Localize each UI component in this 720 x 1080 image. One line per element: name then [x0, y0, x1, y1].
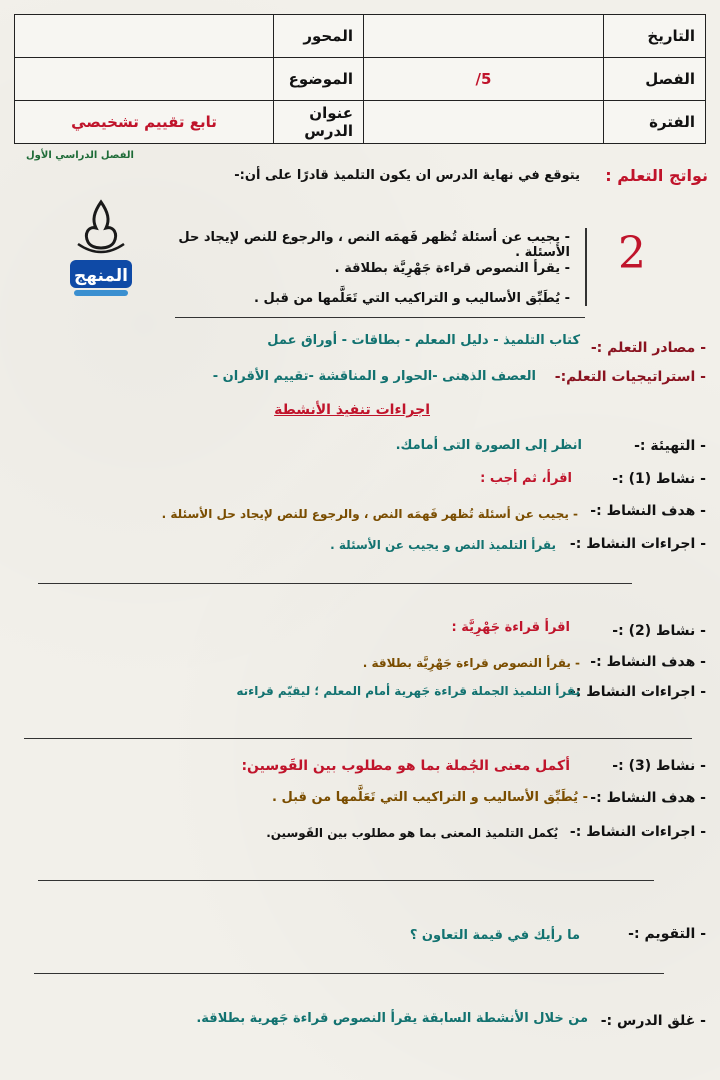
- activity1-proc-label: - اجراءات النشاط :-: [569, 536, 706, 552]
- activity1-title: اقرأ، ثم أجب :: [480, 471, 572, 486]
- strategies-label: - استراتيجيات التعلم:-: [554, 369, 706, 385]
- activity2-goal: - يقرأ النصوص قراءة جَهْرِيَّة بطلاقة .: [362, 656, 580, 670]
- class-label: الفصل: [604, 58, 706, 101]
- outcome-item-2: - يقرأ النصوص قراءة جَهْرِيَّة بطلاقة .: [334, 261, 570, 276]
- outcomes-divider: [585, 228, 587, 306]
- period-value: [364, 101, 604, 144]
- sources-label: - مصادر التعلم :-: [590, 340, 706, 356]
- warmup-value: انظر إلى الصورة التى أمامك.: [395, 438, 582, 453]
- header-table: [14, 14, 706, 144]
- activity2-divider: [24, 738, 692, 739]
- outcomes-intro: يتوقع في نهاية الدرس ان يكون التلميذ قادرًا على أن:-: [234, 168, 580, 183]
- closing-value: من خلال الأنشطة السابقة يقرأ النصوص قراءة جَهرية بطلاقة.: [196, 1011, 588, 1026]
- activity1-goal-label: - هدف النشاط :-: [590, 503, 706, 519]
- warmup-label: - التهيئة :-: [634, 438, 706, 454]
- outcome-item-1: - يجيب عن أسئلة تُظهر فَهمَه النص ، والرجوع للنص لإيجاد حل الأسئلة .: [178, 230, 570, 260]
- strategies-value: العصف الذهنى -الحوار و المناقشة -تقييم الأقران -: [212, 369, 536, 384]
- activity2-proc: يقرأ التلميذ الجملة قراءة جَهرية أمام المعلم ؛ ليقيّم قراءته: [236, 684, 580, 698]
- activity3-label: - نشاط (3) :-: [612, 758, 706, 774]
- activity1-proc: يقرأ التلميذ النص و يجيب عن الأسئلة .: [330, 538, 556, 552]
- closing-label: - غلق الدرس :-: [600, 1013, 706, 1029]
- activity3-title: أكمل معنى الجُملة بما هو مطلوب بين القَوسين:: [241, 758, 570, 774]
- evaluation-label: - التقويم :-: [628, 926, 706, 942]
- outcomes-number: 2: [618, 228, 646, 279]
- logo: [58, 198, 144, 306]
- activity3-proc-label: - اجراءات النشاط :-: [569, 824, 706, 840]
- activity3-goal: - يُطَبِّق الأساليب و التراكيب التي تَعَلَّمها من قبل .: [272, 790, 588, 805]
- evaluation-value: ما رأيك في قيمة التعاون ؟: [409, 928, 580, 943]
- activity2-label: - نشاط (2) :-: [612, 623, 706, 639]
- activity1-label: - نشاط (1) :-: [612, 471, 706, 487]
- outcomes-underline: [175, 317, 585, 318]
- procedures-title: اجراءات تنفيذ الأنشطة: [274, 402, 430, 418]
- activity2-title: اقرأ قراءة جَهْرِيَّة :: [451, 620, 570, 635]
- activity2-goal-label: - هدف النشاط :-: [590, 654, 706, 670]
- axis-value: [15, 15, 274, 58]
- outcomes-label: نواتج التعلم :: [605, 166, 708, 185]
- topic-value: [15, 58, 274, 101]
- class-value: 5/: [364, 58, 604, 101]
- lesson-title-value: تابع تقييم تشخيصي: [15, 101, 274, 144]
- activity1-divider: [38, 583, 632, 584]
- activity1-goal: - يجيب عن أسئلة تُظهر فَهمَه النص ، والرجوع للنص لإيجاد حل الأسئلة .: [161, 507, 578, 521]
- activity2-proc-label: - اجراءات النشاط :-: [569, 684, 706, 700]
- semester-label: الفصل الدراسي الأول: [26, 150, 134, 161]
- logo-text: المنهج: [73, 266, 129, 286]
- outcome-item-3: - يُطَبِّق الأساليب و التراكيب التي تَعَلَّمها من قبل .: [254, 291, 570, 306]
- axis-label: المحور: [274, 15, 364, 58]
- sources-value: كتاب التلميذ - دليل المعلم - بطاقات - أوراق عمل: [267, 333, 580, 348]
- period-label: الفترة: [604, 101, 706, 144]
- date-value: [364, 15, 604, 58]
- topic-label: الموضوع: [274, 58, 364, 101]
- activity3-divider: [38, 880, 654, 881]
- activity3-goal-label: - هدف النشاط :-: [590, 790, 706, 806]
- evaluation-divider: [34, 973, 664, 974]
- date-label: التاريخ: [604, 15, 706, 58]
- activity3-proc: يُكمل التلميذ المعنى بما هو مطلوب بين القَوسين.: [266, 826, 558, 840]
- lesson-title-label: عنوان الدرس: [274, 101, 364, 144]
